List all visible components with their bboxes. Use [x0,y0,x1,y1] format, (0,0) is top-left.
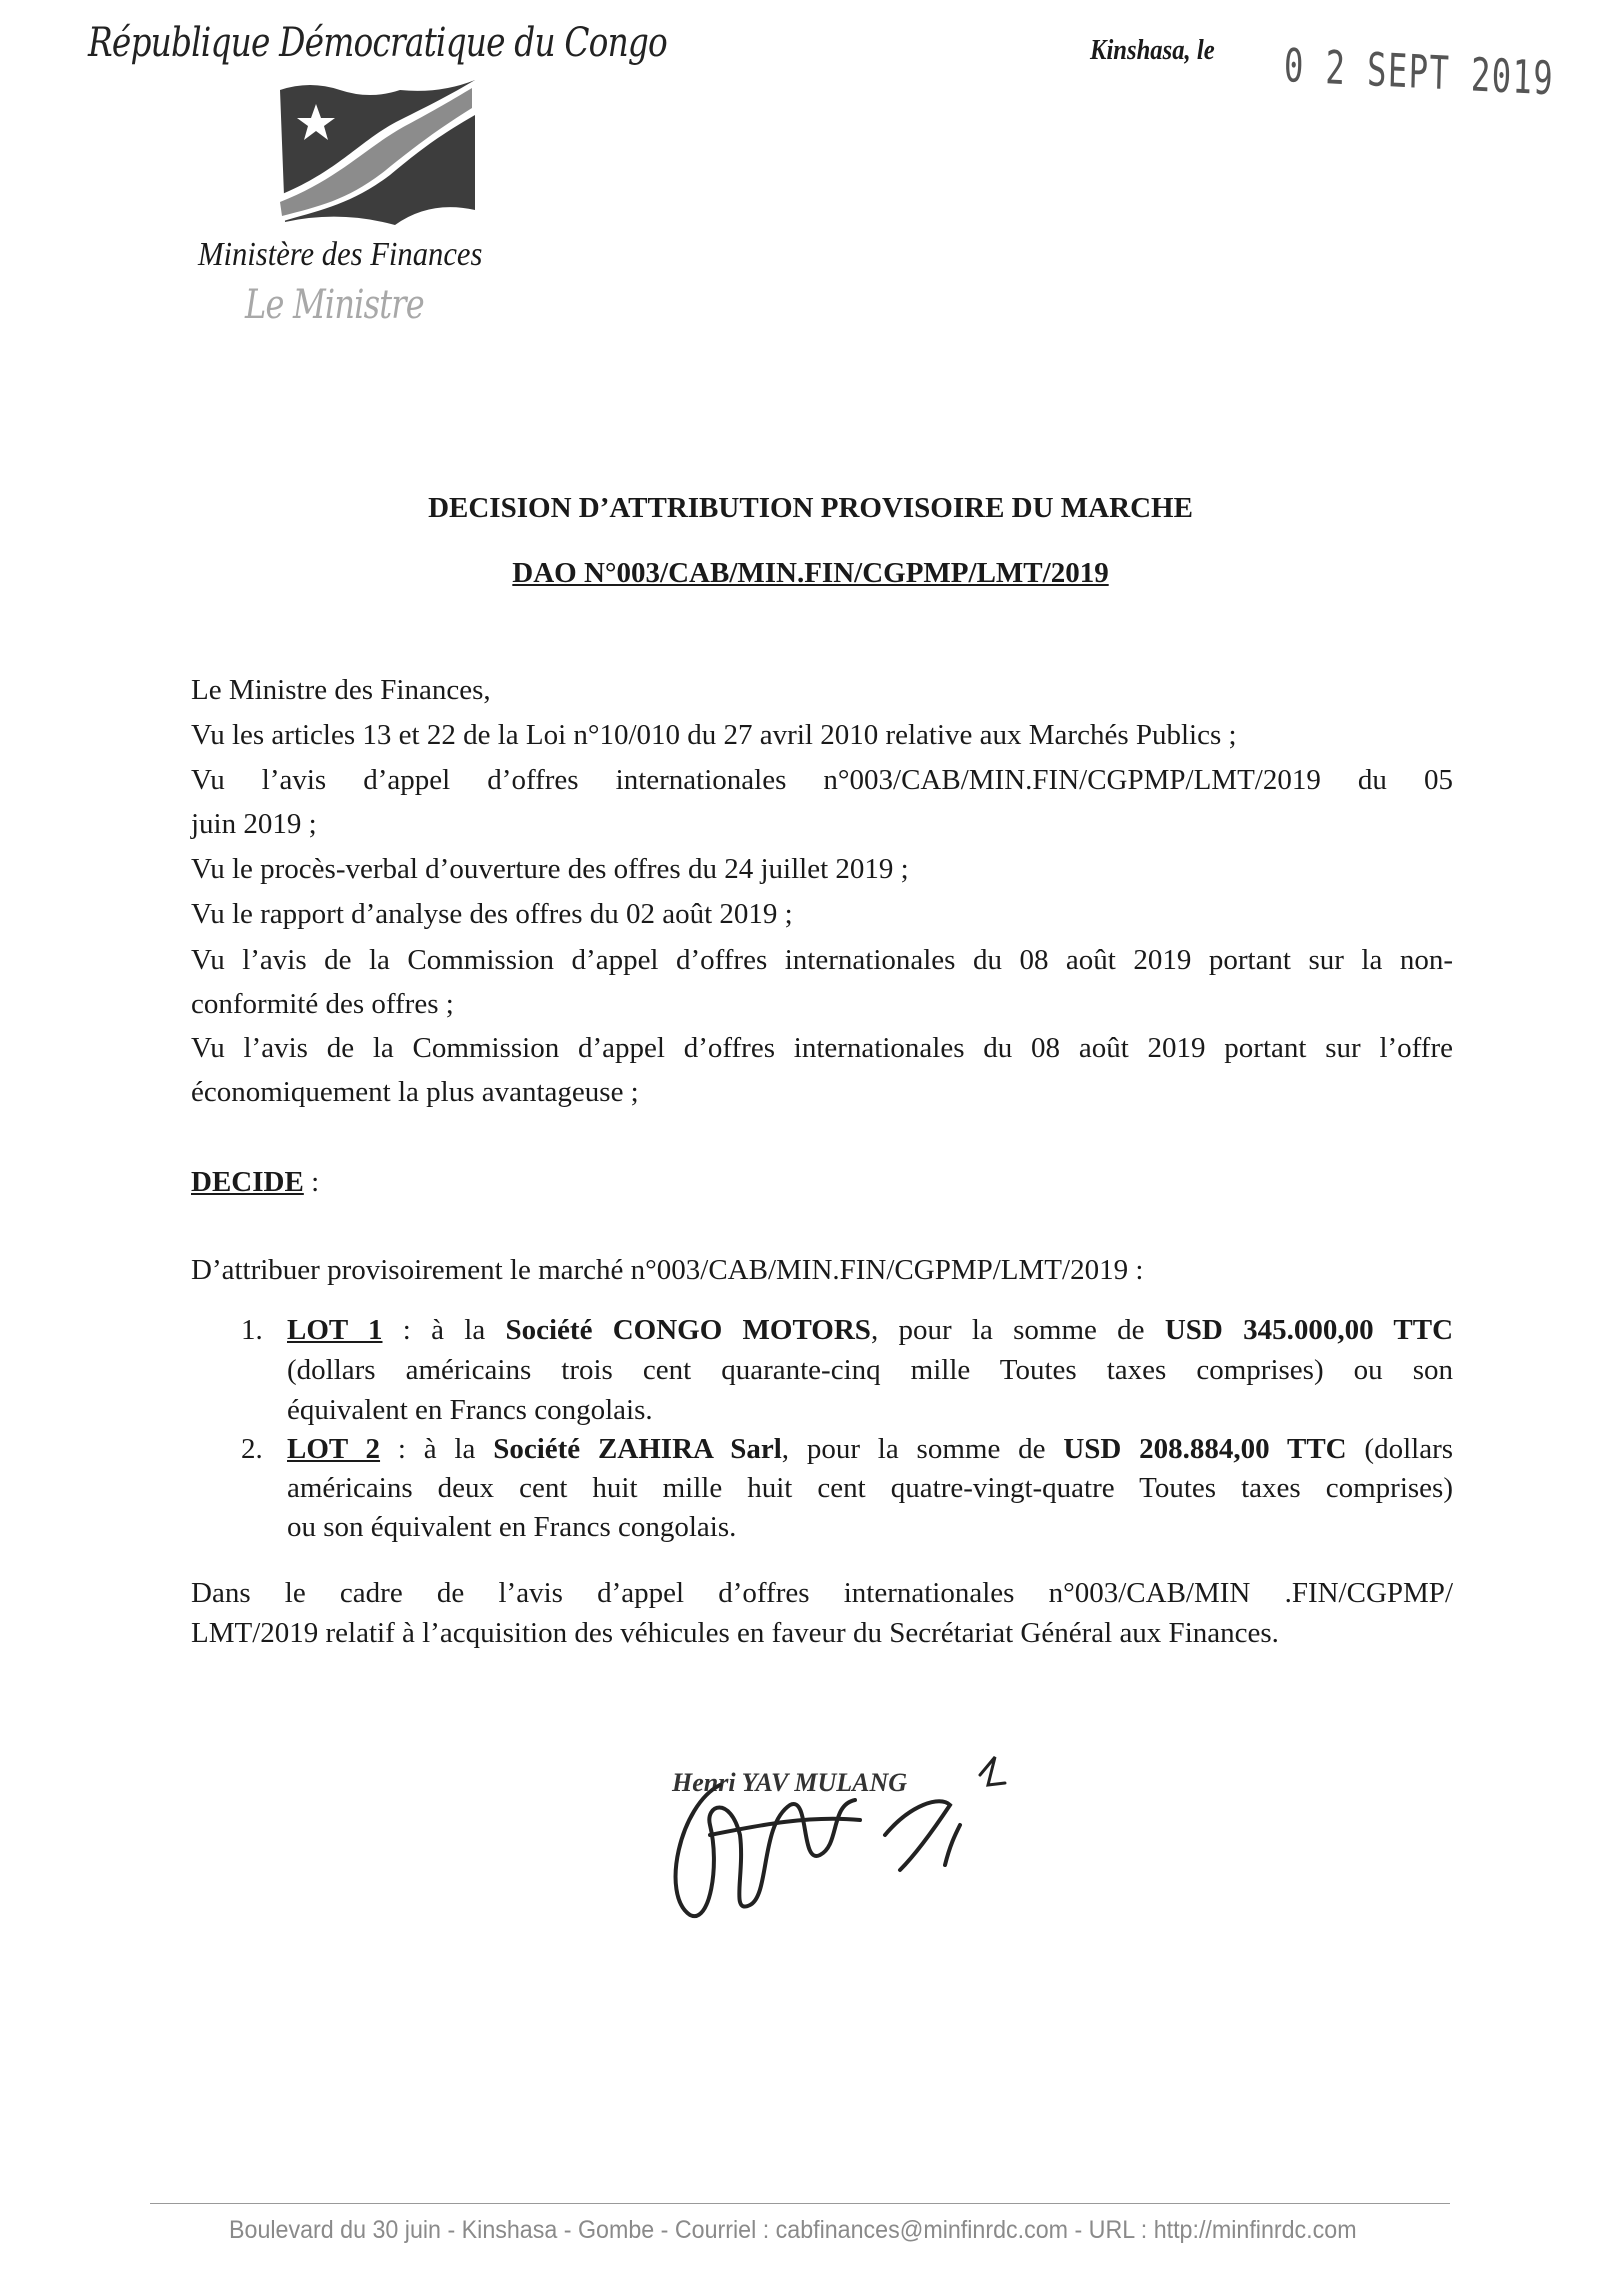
preamble-line: Vu le rapport d’analyse des offres du 02 août 2019 ; [191,898,793,930]
preamble-line: conformité des offres ; [191,988,454,1020]
closing-line: Dans le cadre de l’avis d’appel d’offres internationales n°003/CAB/MIN .FIN/CGPMP/ [191,1577,1453,1609]
lot-line: américains deux cent huit mille huit cent quatre-vingt-quatre Toutes taxes comprises) [287,1472,1453,1504]
preamble-line: Vu l’avis d’appel d’offres internationales n°003/CAB/MIN.FIN/CGPMP/LMT/2019 du 05 [191,764,1453,796]
handwritten-signature [650,1745,1130,1935]
lot-amount: USD 345.000,00 TTC [1164,1314,1454,1346]
office-title: Le Ministre [245,282,424,328]
lot-line [287,1431,1453,1467]
lot-tail: (dollars [1346,1433,1454,1465]
lot-sep: : à la [382,1314,506,1346]
lot-line [287,1312,1453,1348]
drc-flag-emblem [279,80,481,225]
footer-divider [150,2203,1450,2204]
decide-label: DECIDE [191,1166,304,1198]
preamble-line: Vu les articles 13 et 22 de la Loi n°10/010 du 27 avril 2010 relative aux Marchés Publics ; [191,719,1237,751]
lot-sep: : à la [380,1433,494,1465]
preamble-line: Vu le procès-verbal d’ouverture des offres du 24 juillet 2019 ; [191,853,909,885]
reference-text: DAO N°003/CAB/MIN.FIN/CGPMP/LMT/2019 [512,557,1109,589]
lot-amount: USD 208.884,00 TTC [1063,1433,1347,1465]
lot-line: (dollars américains trois cent quarante-cinq mille Toutes taxes comprises) ou son [287,1354,1453,1386]
document-reference [0,557,1621,590]
lot-company: Société CONGO MOTORS [505,1314,871,1346]
lot-mid: , pour la somme de [870,1314,1165,1346]
lot-mid: , pour la somme de [781,1433,1064,1465]
preamble-line: économiquement la plus avantageuse ; [191,1076,639,1108]
lot-number: 2. [241,1433,263,1465]
lot-company: Société ZAHIRA Sarl [493,1433,782,1465]
lot-number: 1. [241,1314,263,1346]
date-stamp: 0 2 SEPT 2019 [1283,38,1555,106]
lot-label: LOT 1 [287,1314,383,1346]
footer-address: Boulevard du 30 juin - Kinshasa - Gombe - Courriel : cabfinances@minfinrdc.com - URL : http://minfinrdc.com [229,2216,1357,2244]
lot-line: ou son équivalent en Francs congolais. [287,1511,737,1543]
ministry-name: Ministère des Finances [198,236,483,273]
document-title: DECISION D’ATTRIBUTION PROVISOIRE DU MARCHE [428,492,1193,524]
lot-line: équivalent en Francs congolais. [287,1394,653,1426]
intro-line: D’attribuer provisoirement le marché n°003/CAB/MIN.FIN/CGPMP/LMT/2019 : [191,1254,1144,1286]
decide-colon: : [303,1166,320,1198]
preamble-line: Vu l’avis de la Commission d’appel d’offres internationales du 08 août 2019 portant sur l’offre [191,1032,1453,1064]
closing-line: LMT/2019 relatif à l’acquisition des véhicules en faveur du Secrétariat Général aux Finances. [191,1617,1279,1649]
preamble-line: Le Ministre des Finances, [191,674,491,706]
country-header: République Démocratique du Congo [88,20,667,66]
decide-heading [191,1164,1453,1200]
lot-label: LOT 2 [287,1433,381,1465]
signatory-name: Henri YAV MULANG [672,1768,908,1797]
preamble-line: juin 2019 ; [191,808,317,840]
preamble-line: Vu l’avis de la Commission d’appel d’offres internationales du 08 août 2019 portant sur la non- [191,944,1453,976]
place-label: Kinshasa, le [1090,34,1215,66]
